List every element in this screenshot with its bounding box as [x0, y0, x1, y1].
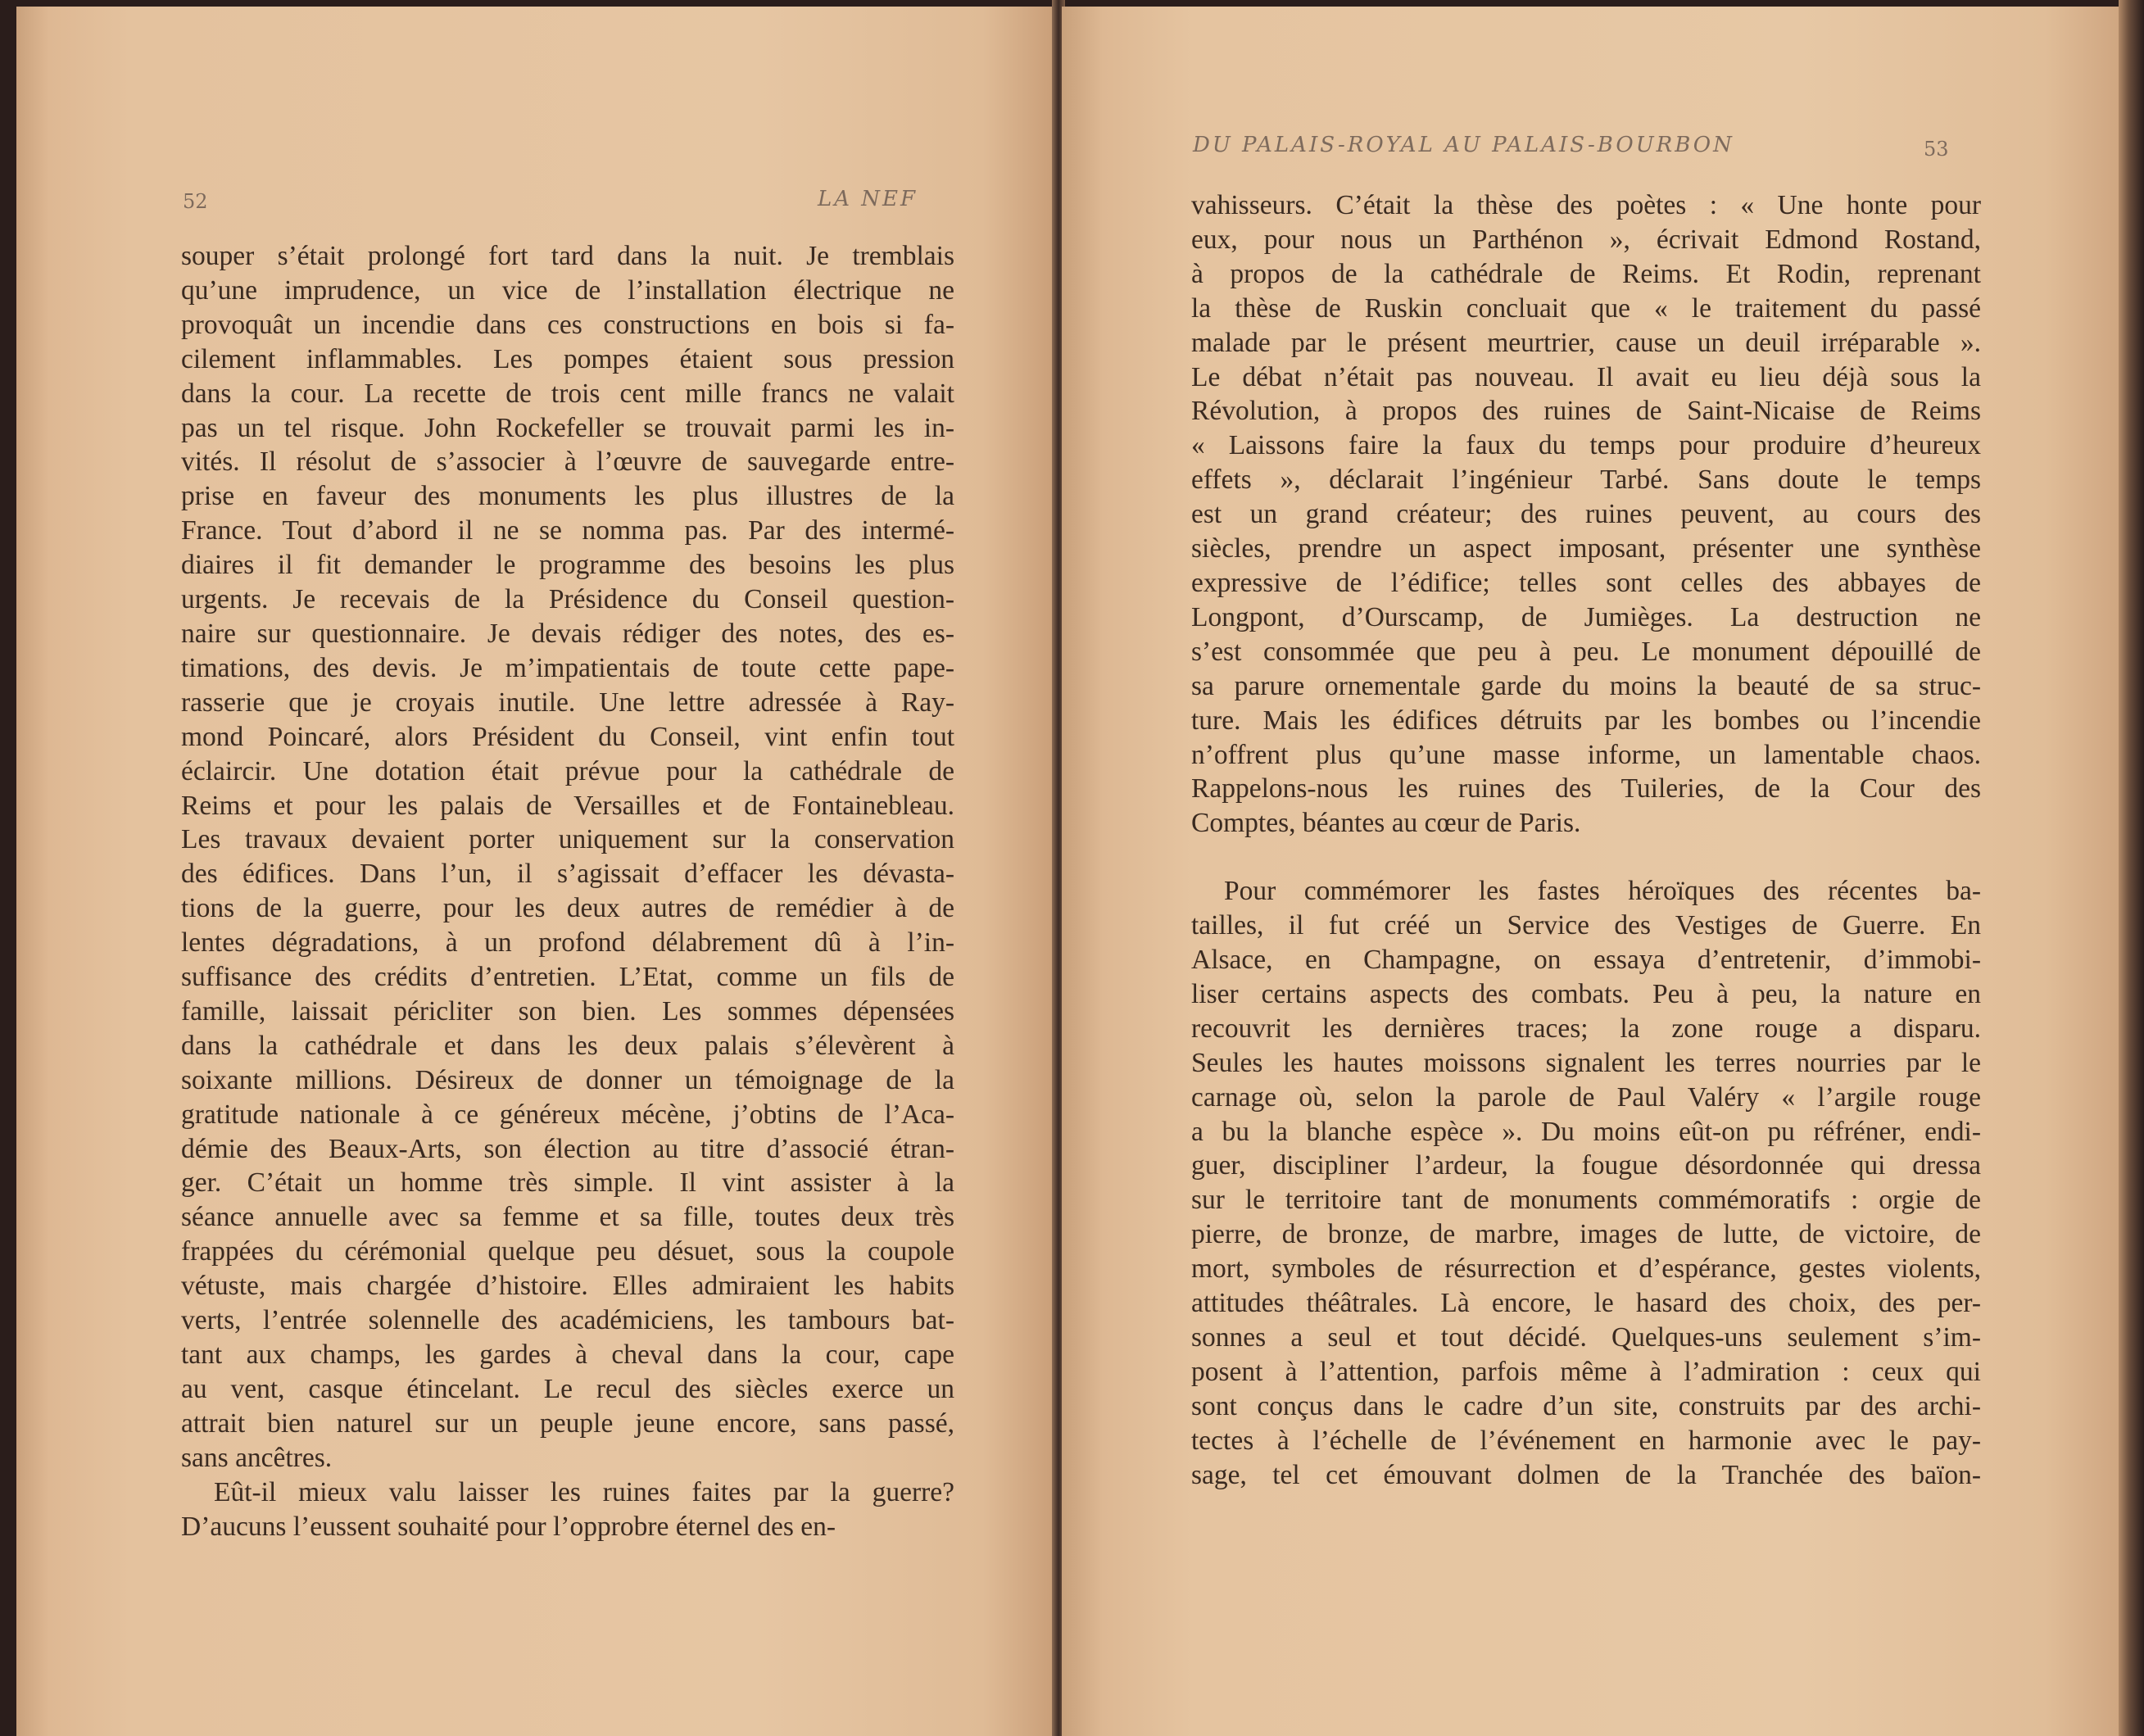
text-line: D’aucuns l’eussent souhaité pour l’opprobre éternel des en-: [181, 1511, 836, 1542]
text-line: famille, laissait péricliter son bien. Les sommes dépensées: [181, 995, 954, 1027]
running-head-right: DU PALAIS-ROYAL AU PALAIS-BOURBON: [1193, 133, 1734, 157]
text-line: tions de la guerre, pour les deux autres de remédier à de: [181, 893, 954, 924]
text-line: Le débat n’était pas nouveau. Il avait eu lieu déjà sous la: [1191, 361, 1981, 392]
text-line: suffisance des crédits d’entretien. L’Etat, comme un fils de: [181, 962, 954, 993]
text-line: sans ancêtres.: [181, 1442, 333, 1473]
text-line: sonnes a seul et tout décidé. Quelques-uns seulement s’im-: [1191, 1322, 1981, 1353]
text-line: qu’une imprudence, un vice de l’installation électrique ne: [181, 274, 954, 306]
text-line: verts, l’entrée solennelle des académiciens, les tambours bat-: [181, 1305, 954, 1336]
page-number-right: 53: [1924, 138, 1949, 161]
text-line: Les travaux devaient porter uniquement sur la conservation: [181, 824, 954, 855]
text-line: guer, discipliner l’ardeur, la fougue désordonnée qui dressa: [1191, 1150, 1981, 1181]
text-line: Comptes, béantes au cœur de Paris.: [1191, 808, 1581, 839]
text-line: Rappelons-nous les ruines des Tuileries, de la Cour des: [1191, 773, 1981, 805]
text-line: diaires il fit demander le programme des besoins les plus: [181, 550, 954, 581]
left-page-body: [181, 239, 954, 1543]
text-line: pas un tel risque. John Rockefeller se trouvait parmi les in-: [181, 412, 954, 443]
text-line: malade par le présent meurtrier, cause un deuil irréparable ».: [1191, 327, 1981, 358]
text-line: vétuste, mais chargée d’histoire. Elles admiraient les habits: [181, 1271, 954, 1302]
text-line: Pour commémorer les fastes héroïques des récentes ba-: [1224, 876, 1981, 907]
text-line: la thèse de Ruskin concluait que « le traitement du passé: [1191, 292, 1981, 324]
text-line: gratitude nationale à ce généreux mécène, j’obtins de l’Aca-: [181, 1099, 954, 1130]
right-page-body: [1191, 188, 1981, 1493]
text-line: Reims et pour les palais de Versailles et de Fontainebleau.: [181, 790, 954, 821]
text-line: s’est consommée que peu à peu. Le monument dépouillé de: [1191, 636, 1981, 667]
text-line: attitudes théâtrales. Là encore, le hasard des choix, des per-: [1191, 1288, 1981, 1319]
text-line: Seules les hautes moissons signalent les terres nourries par le: [1191, 1047, 1981, 1078]
text-line: « Laissons faire la faux du temps pour produire d’heureux: [1191, 430, 1981, 461]
text-line: dans la cathédrale et dans les deux palais s’élevèrent à: [181, 1030, 954, 1061]
text-line: Révolution, à propos des ruines de Saint-Nicaise de Reims: [1191, 396, 1981, 427]
book-edge: [2119, 0, 2144, 1736]
text-line: dans la cour. La recette de trois cent mille francs ne valait: [181, 378, 954, 409]
text-line: rasserie que je croyais inutile. Une lettre adressée à Ray-: [181, 687, 954, 718]
text-line: sa parure ornementale garde du moins la beauté de sa struc-: [1191, 670, 1981, 701]
text-line: timations, des devis. Je m’impatientais de toute cette pape-: [181, 652, 954, 683]
text-line: cilement inflammables. Les pompes étaient sous pression: [181, 343, 954, 374]
running-head-left: LA NEF: [818, 187, 918, 211]
text-line: soixante millions. Désireux de donner un témoignage de la: [181, 1064, 954, 1095]
text-line: souper s’était prolongé fort tard dans la nuit. Je tremblais: [181, 241, 954, 271]
text-line: frappées du cérémonial quelque peu désuet, sous la coupole: [181, 1236, 954, 1267]
text-line: vahisseurs. C’était la thèse des poètes : « Une honte pour: [1191, 190, 1981, 220]
text-line: séance annuelle avec sa femme et sa fille, toutes deux très: [181, 1202, 954, 1233]
page-number-left: 52: [183, 190, 208, 213]
text-line: liser certains aspects des combats. Peu à peu, la nature en: [1191, 978, 1981, 1009]
text-line: tailles, il fut créé un Service des Vestiges de Guerre. En: [1191, 910, 1981, 941]
text-line: urgents. Je recevais de la Présidence du Conseil question-: [181, 584, 954, 615]
text-line: au vent, casque étincelant. Le recul des siècles exerce un: [181, 1373, 954, 1404]
text-line: démie des Beaux-Arts, son élection au titre d’associé étran-: [181, 1133, 954, 1164]
text-line: est un grand créateur; des ruines peuvent, au cours des: [1191, 499, 1981, 530]
right-page: [1062, 7, 2119, 1736]
text-line: à propos de la cathédrale de Reims. Et Rodin, reprenant: [1191, 258, 1981, 289]
text-line: eux, pour nous un Parthénon », écrivait Edmond Rostand,: [1191, 224, 1981, 255]
text-line: effets », déclarait l’ingénieur Tarbé. Sans doute le temps: [1191, 465, 1981, 496]
text-line: sage, tel cet émouvant dolmen de la Tranchée des baïon-: [1191, 1459, 1981, 1490]
text-line: tant aux champs, les gardes à cheval dans la cour, cape: [181, 1339, 954, 1370]
text-line: naire sur questionnaire. Je devais rédiger des notes, des es-: [181, 618, 954, 649]
text-line: prise en faveur des monuments les plus illustres de la: [181, 481, 954, 512]
text-line: attrait bien naturel sur un peuple jeune encore, sans passé,: [181, 1407, 954, 1439]
text-line: ger. C’était un homme très simple. Il vint assister à la: [181, 1167, 954, 1199]
text-line: siècles, prendre un aspect imposant, présenter une synthèse: [1191, 533, 1981, 564]
text-line: Alsace, en Champagne, on essaya d’entretenir, d’immobi-: [1191, 945, 1981, 976]
text-line: sur le territoire tant de monuments commémoratifs : orgie de: [1191, 1185, 1981, 1216]
paragraph-gap: [1191, 841, 1981, 874]
text-line: France. Tout d’abord il ne se nomma pas. Par des intermé-: [181, 515, 954, 546]
left-page: [16, 7, 1055, 1736]
text-line: mort, symboles de résurrection et d’espérance, gestes violents,: [1191, 1253, 1981, 1285]
text-line: Eût-il mieux valu laisser les ruines faites par la guerre?: [214, 1476, 954, 1507]
text-line: éclaircir. Une dotation était prévue pour la cathédrale de: [181, 755, 954, 786]
text-line: expressive de l’édifice; telles sont celles des abbayes de: [1191, 567, 1981, 598]
text-line: recouvrit les dernières traces; la zone rouge a disparu.: [1191, 1013, 1981, 1044]
text-line: tectes à l’échelle de l’événement en harmonie avec le pay-: [1191, 1425, 1981, 1456]
text-line: sont conçus dans le cadre d’un site, construits par des archi-: [1191, 1390, 1981, 1421]
text-line: vités. Il résolut de s’associer à l’œuvre de sauvegarde entre-: [181, 446, 954, 478]
text-line: lentes dégradations, à un profond délabrement dû à l’in-: [181, 927, 954, 959]
text-line: ture. Mais les édifices détruits par les bombes ou l’incendie: [1191, 705, 1981, 736]
text-line: posent à l’attention, parfois même à l’admiration : ceux qui: [1191, 1356, 1981, 1387]
text-line: provoquât un incendie dans ces constructions en bois si fa-: [181, 309, 954, 340]
text-line: a bu la blanche espèce ». Du moins eût-on pu réfréner, endi-: [1191, 1116, 1981, 1147]
text-line: carnage où, selon la parole de Paul Valéry « l’argile rouge: [1191, 1081, 1981, 1113]
text-line: pierre, de bronze, de marbre, images de lutte, de victoire, de: [1191, 1219, 1981, 1250]
text-line: des édifices. Dans l’un, il s’agissait d’effacer les dévasta-: [181, 859, 954, 890]
text-line: mond Poincaré, alors Président du Conseil, vint enfin tout: [181, 721, 954, 752]
text-line: Longpont, d’Ourscamp, de Jumièges. La destruction ne: [1191, 601, 1981, 632]
text-line: n’offrent plus qu’une masse informe, un lamentable chaos.: [1191, 739, 1981, 770]
